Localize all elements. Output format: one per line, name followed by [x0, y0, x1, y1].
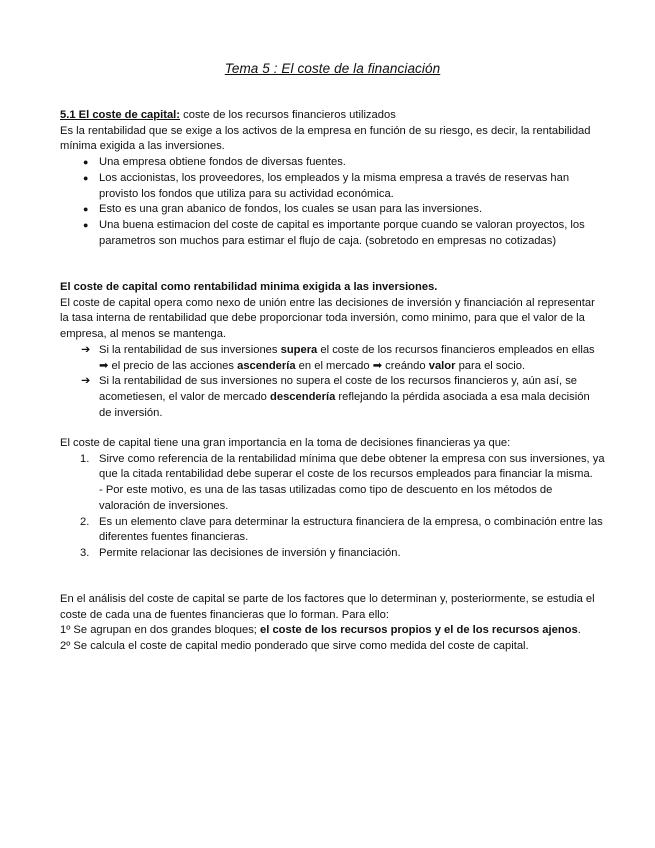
list-item [60, 202, 605, 218]
bullet-icon: ● [83, 219, 89, 230]
bold-run: valor [428, 359, 456, 372]
list-item [60, 343, 605, 374]
bullet-icon: ● [83, 204, 89, 215]
list-number: 2. [80, 515, 90, 528]
section-analisis [60, 592, 605, 655]
bold-run: descendería [270, 390, 336, 403]
section-2-paragraph: El coste de capital opera como nexo de unión entre las decisiones de inversión y financiación al representar la tasa interna de rentabilidad que debe proporcionar toda inversión, como minimo, para que el valor de la empresa, al menos se mantenga. [60, 296, 595, 341]
list-item-text: Una empresa obtiene fondos de diversas fuentes. [99, 156, 346, 169]
section-4-paragraph: En el análisis del coste de capital se parte de los factores que lo determinan y, posteriormente, se estudia el coste de cada una de fuentes financieras que lo forman. Para ello: [60, 593, 595, 621]
arrow-right-icon: ➔ [81, 343, 91, 356]
section-1-bullet-list [60, 155, 605, 249]
list-item-text: Los accionistas, los proveedores, los empleados y la misma empresa a través de reservas han provisto los fondos que utiliza para su actividad económica. [99, 171, 570, 200]
arrow-right-icon: ➔ [81, 375, 91, 388]
section-1-heading: 5.1 El coste de capital: [60, 109, 181, 121]
text-run: Si la rentabilidad de sus inversiones no supera el coste de los recursos financieros y, aún así, se acometiesen, el valor de mercado [99, 375, 578, 403]
section-4-step-1 [60, 623, 605, 639]
section-rentabilidad-minima [60, 280, 605, 421]
section-importancia [60, 436, 605, 562]
list-item [60, 374, 605, 421]
list-item [60, 155, 605, 171]
list-item [60, 515, 605, 546]
section-3-numbered-list [60, 452, 605, 562]
section-2-arrow-list [60, 343, 605, 422]
list-item-text: Sirve como referencia de la rentabilidad mínima que debe obtener la empresa con sus inversiones, ya que la citada rentabilidad debe superar el coste de los recursos empleados para financiar la misma. [99, 452, 605, 481]
text-run: para el socio. [455, 359, 526, 372]
bullet-icon: ● [83, 172, 89, 183]
list-item-text: Esto es una gran abanico de fondos, los cuales se usan para las inversiones. [99, 203, 483, 216]
list-item-text: Es un elemento clave para determinar la estructura financiera de la empresa, o combinación entre las diferentes fuentes financieras. [99, 515, 603, 544]
document-title: Tema 5 : El coste de la financiación [224, 61, 441, 76]
text-run: . [577, 624, 581, 637]
bold-run: supera [280, 343, 318, 356]
section-2-heading: El coste de capital como rentabilidad minima exigida a las inversiones. [60, 281, 438, 293]
text-run: el coste de los recursos financieros empleados en ellas ➡ el precio de las acciones [99, 343, 595, 372]
list-item-note: - Por este motivo, es una de las tasas utilizadas como tipo de descuento en los métodos de valoración de inversiones. [99, 484, 553, 512]
list-item [60, 546, 605, 562]
section-2-heading-line [60, 280, 605, 296]
list-number: 1. [80, 452, 90, 465]
list-item [60, 171, 605, 202]
list-item [60, 452, 605, 515]
bullet-icon: ● [83, 157, 89, 168]
section-1-heading-line [60, 108, 605, 124]
section-1-intro: Es la rentabilidad que se exige a los activos de la empresa en función de su riesgo, es decir, la rentabilidad mínima exigida a las inversiones. [60, 124, 591, 153]
text-run: en el mercado ➡ creándo [295, 359, 429, 372]
list-item-text: Una buena estimacion del coste de capital es importante porque cuando se valoran proyectos, los parametros son muchos para estimar el flujo de caja. (sobretodo en empresas no cotizadas) [99, 218, 585, 247]
section-coste-capital [60, 108, 605, 249]
list-item-text: Permite relacionar las decisiones de inversión y financiación. [99, 546, 401, 559]
section-3-intro: El coste de capital tiene una gran importancia en la toma de decisiones financieras ya que: [60, 437, 511, 449]
section-4-step-2: 2º Se calcula el coste de capital medio ponderado que sirve como medida del coste de capital. [60, 640, 529, 653]
list-item [60, 218, 605, 249]
section-1-heading-rest: coste de los recursos financieros utilizados [180, 109, 396, 121]
text-run: 1º Se agrupan en dos grandes bloques; [60, 624, 261, 637]
bold-run: el coste de los recursos propios y el de los recursos ajenos [260, 624, 578, 637]
text-run: reflejando la pérdida asociada a esa mala decisión de inversión. [99, 390, 590, 419]
bold-run: ascendería [237, 359, 296, 372]
text-run: Si la rentabilidad de sus inversiones [99, 343, 281, 356]
list-number: 3. [80, 546, 90, 559]
